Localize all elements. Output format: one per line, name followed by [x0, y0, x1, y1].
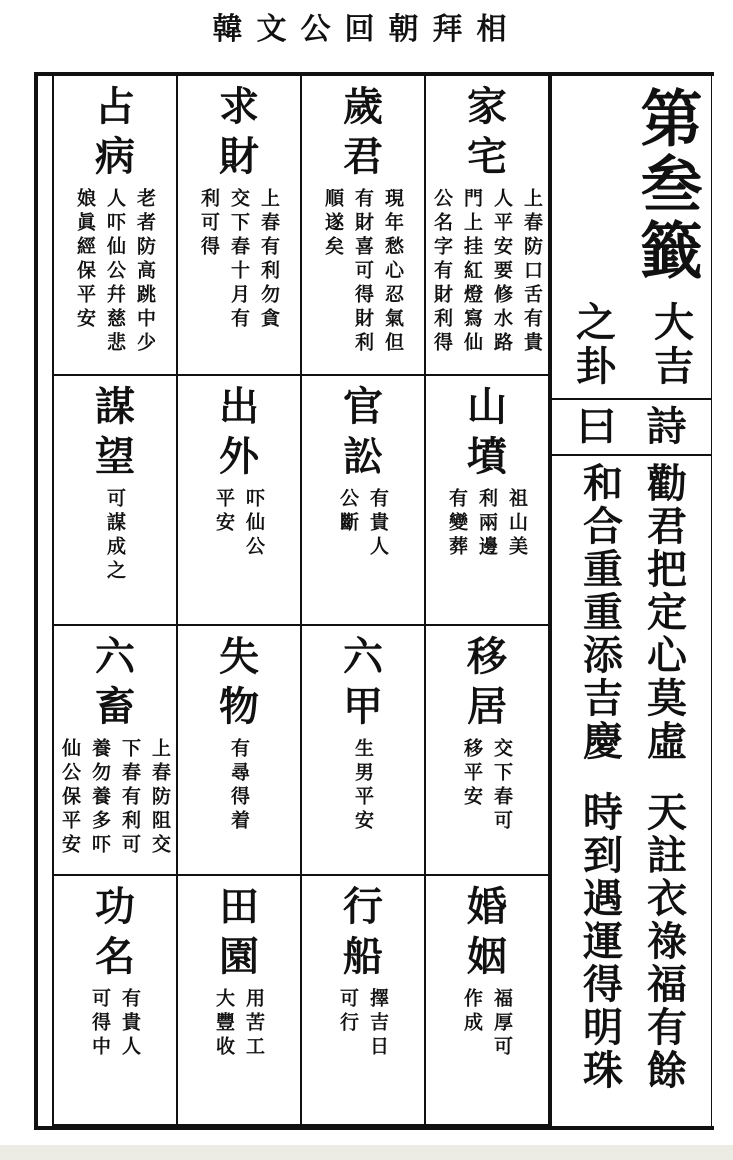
fortune-cell	[54, 376, 178, 626]
cell-text	[60, 188, 170, 366]
fortune-cell	[302, 626, 426, 876]
cell-text-line: 上春有利勿貪	[258, 188, 280, 332]
divider	[552, 398, 711, 400]
cell-title	[302, 82, 424, 182]
cell-text-line: 門上挂紅燈寫仙	[461, 188, 483, 356]
cell-title-char: 園	[219, 934, 259, 980]
cell-text-line: 上春防阻交	[149, 738, 171, 858]
cell-text-line: 人吓仙公幷慈悲	[104, 188, 126, 356]
cell-text	[308, 738, 418, 866]
cell-title	[426, 82, 548, 182]
fortune-cell	[178, 376, 302, 626]
cell-text-line: 作成	[461, 988, 483, 1036]
cell-text-line: 擇吉日	[367, 988, 389, 1060]
cell-text-line: 現年愁心忍氣但	[382, 188, 404, 356]
cell-title	[178, 382, 300, 482]
cell-title-char: 望	[95, 434, 135, 480]
cell-text	[184, 188, 294, 366]
scan-edge	[0, 1145, 733, 1160]
cell-title-char: 甲	[343, 684, 383, 730]
cell-text-line: 可行	[337, 988, 359, 1036]
fortune-cell	[426, 626, 550, 876]
cell-text-line: 公斷	[337, 488, 359, 536]
cell-text-line: 有貴人	[367, 488, 389, 560]
divider	[552, 454, 711, 456]
cell-text-line: 老者防高跳中少	[134, 188, 156, 356]
cell-title-char: 山	[467, 384, 507, 430]
cell-title	[426, 382, 548, 482]
cell-title-char: 占	[95, 84, 135, 130]
fortune-cell	[178, 76, 302, 376]
cell-title-char: 姻	[467, 934, 507, 980]
cell-text-line: 生男平安	[352, 738, 374, 834]
cell-text-line: 有財喜可得財利	[352, 188, 374, 356]
lot-panel	[550, 76, 711, 1126]
cell-text-line: 公名字有財利得	[431, 188, 453, 356]
fortune-cell	[426, 376, 550, 626]
cell-text-line: 移平安	[461, 738, 483, 810]
poem	[560, 462, 703, 1114]
cell-title	[302, 632, 424, 732]
cell-title-char: 歲	[343, 84, 383, 130]
poem-line: 和合重重添吉慶	[576, 462, 624, 763]
cell-text-line: 交下春可	[491, 738, 513, 834]
rating-suffix: 之卦	[569, 301, 617, 389]
page-title: 韓文公回朝拜相	[212, 12, 521, 47]
frame-right-border	[711, 72, 712, 1130]
fortune-cell	[426, 76, 550, 376]
cell-text-line: 福厚可	[491, 988, 513, 1060]
cell-text-line: 祖山美	[506, 488, 528, 560]
rating-main: 大吉	[647, 301, 695, 389]
cell-text-line: 交下春十月有	[228, 188, 250, 332]
lot-rating	[560, 301, 703, 389]
fortune-cell	[178, 626, 302, 876]
cell-text	[184, 738, 294, 866]
fortune-cell	[302, 376, 426, 626]
fortune-cell	[302, 876, 426, 1126]
cell-title-char: 宅	[467, 134, 507, 180]
cell-title	[54, 882, 176, 982]
cell-title-char: 求	[219, 84, 259, 130]
cell-text-line: 有尋得着	[228, 738, 250, 834]
cell-title-char: 出	[219, 384, 259, 430]
lot-number: 第叁籤	[630, 86, 703, 284]
poem-column	[574, 462, 626, 1114]
cell-title-char: 墳	[467, 434, 507, 480]
cell-title-char: 行	[343, 884, 383, 930]
cell-text	[432, 738, 542, 866]
cell-title	[54, 82, 176, 182]
poem-label	[552, 402, 711, 452]
cell-text	[184, 988, 294, 1116]
cell-title-char: 名	[95, 934, 135, 980]
poem-line: 天註衣祿福有餘	[640, 791, 688, 1092]
cell-text	[60, 738, 170, 866]
cell-title-char: 病	[95, 134, 135, 180]
cell-text	[308, 188, 418, 366]
cell-text-line: 養勿養多吓	[89, 738, 111, 858]
poem-label-yue: 曰	[576, 403, 617, 450]
cell-title-char: 官	[343, 384, 383, 430]
cell-title	[54, 632, 176, 732]
cell-title-char: 田	[219, 884, 259, 930]
cell-title-char: 君	[343, 134, 383, 180]
cell-title-char: 功	[95, 884, 135, 930]
cell-title-char: 家	[467, 84, 507, 130]
cell-title-char: 六	[343, 634, 383, 680]
cell-title	[302, 882, 424, 982]
poem-column	[638, 462, 690, 1114]
poem-line: 勸君把定心莫虛	[640, 462, 688, 763]
cell-text-line: 人平安要修水路	[491, 188, 513, 356]
cell-title-char: 畜	[95, 684, 135, 730]
cell-text	[432, 988, 542, 1116]
cell-title-char: 謀	[95, 384, 135, 430]
poem-line: 時到遇運得明珠	[576, 791, 624, 1092]
cell-title	[426, 632, 548, 732]
fortune-cell	[178, 876, 302, 1126]
cell-title	[178, 632, 300, 732]
cell-text-line: 可謀成之	[104, 488, 126, 584]
cell-text-line: 可得中	[89, 988, 111, 1060]
cell-title-char: 外	[219, 434, 259, 480]
cell-text-line: 有變葬	[446, 488, 468, 560]
cell-title-char: 訟	[343, 434, 383, 480]
cell-title-char: 移	[467, 634, 507, 680]
cell-text	[184, 488, 294, 616]
fortune-cell	[426, 876, 550, 1126]
cell-text	[60, 988, 170, 1116]
cell-title	[426, 882, 548, 982]
cell-title	[302, 382, 424, 482]
cell-text	[60, 488, 170, 616]
cell-text-line: 用苦工	[243, 988, 265, 1060]
cell-text-line: 順遂矣	[322, 188, 344, 260]
cell-text-line: 上春防口舌有貴	[521, 188, 543, 356]
poem-label-shi: 詩	[646, 403, 687, 450]
cell-text-line: 有貴人	[119, 988, 141, 1060]
cell-text-line: 仙公保平安	[59, 738, 81, 858]
cell-text-line: 下春有利可	[119, 738, 141, 858]
cell-title-char: 船	[343, 934, 383, 980]
cell-title-char: 婚	[467, 884, 507, 930]
cell-text-line: 利兩邊	[476, 488, 498, 560]
cell-text-line: 大豐收	[213, 988, 235, 1060]
cell-title-char: 失	[219, 634, 259, 680]
cell-text-line: 吓仙公	[243, 488, 265, 560]
cell-text	[308, 988, 418, 1116]
cell-text	[432, 188, 542, 366]
fortune-grid	[54, 76, 550, 1126]
cell-title-char: 物	[219, 684, 259, 730]
cell-text-line: 娘眞經保平安	[74, 188, 96, 332]
cell-title	[178, 882, 300, 982]
cell-title-char: 六	[95, 634, 135, 680]
cell-title-char: 居	[467, 684, 507, 730]
cell-text	[432, 488, 542, 616]
fortune-cell	[54, 876, 178, 1126]
cell-title-char: 財	[219, 134, 259, 180]
cell-title	[178, 82, 300, 182]
fortune-cell	[54, 76, 178, 376]
fortune-cell	[54, 626, 178, 876]
cell-text-line: 平安	[213, 488, 235, 536]
cell-text	[308, 488, 418, 616]
cell-text-line: 利可得	[198, 188, 220, 260]
cell-title	[54, 382, 176, 482]
fortune-cell	[302, 76, 426, 376]
